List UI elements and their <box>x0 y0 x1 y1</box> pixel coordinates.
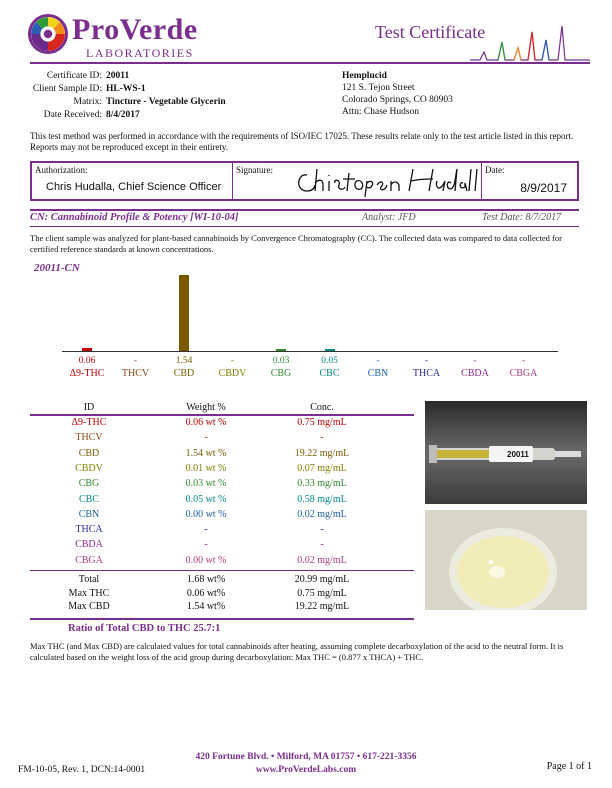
info-labels <box>30 70 102 122</box>
syringe-photo <box>425 401 587 504</box>
chart-value-label: - <box>133 356 138 366</box>
chart-category-label: CBGA <box>509 368 538 379</box>
table-row <box>30 416 414 429</box>
matrix-label: Matrix: <box>73 97 102 107</box>
table-cell-weight: - <box>204 432 208 444</box>
table-cell-id: THCA <box>75 524 103 536</box>
signature-cell <box>233 163 481 199</box>
section-divider-top <box>30 209 579 211</box>
authorization-date: 8/9/2017 <box>520 181 567 195</box>
table-cell-id: Total <box>78 574 100 585</box>
chart-value-label: - <box>376 356 380 366</box>
table-cell-conc: 0.75 mg/mL <box>297 417 347 428</box>
table-cell-weight: 0.06 wt % <box>185 417 227 428</box>
table-total-row <box>30 587 414 600</box>
table-cell-weight: 1.54 wt % <box>185 447 227 459</box>
table-cell-weight: - <box>204 539 208 551</box>
chart-title: 20011-CN <box>34 262 80 274</box>
info-values <box>106 70 226 122</box>
spectrum-peaks-icon <box>470 22 590 62</box>
table-cell-id: CBG <box>78 478 100 490</box>
table-cell-conc: - <box>320 539 324 551</box>
chart-category-label: CBD <box>173 368 195 379</box>
table-cell-weight: 0.03 wt % <box>185 478 227 490</box>
table-cell-weight: Weight % <box>186 402 226 413</box>
chart-category-label: CBDA <box>461 368 489 379</box>
sample-dish-photo <box>425 510 587 610</box>
table-cell-conc: Conc. <box>310 402 334 413</box>
section-title: CN: Cannabinoid Profile & Potency [WI-10-04] <box>30 212 239 223</box>
table-cell-id: CBGA <box>75 554 103 566</box>
table-divider <box>30 618 414 620</box>
client-sample-id-label: Client Sample ID: <box>32 84 102 94</box>
chart-value-label: - <box>424 356 429 366</box>
table-cell-conc: 0.02 mg/mL <box>297 508 347 520</box>
logo-rainbow-icon <box>28 14 68 54</box>
table-cell-conc: 0.58 mg/mL <box>297 493 347 505</box>
authorization-label: Authorization: <box>35 165 88 175</box>
client-address-line2: Colorado Springs, CO 80903 <box>342 95 453 105</box>
table-row <box>30 523 414 536</box>
table-row <box>30 477 414 490</box>
table-cell-weight: - <box>204 524 208 536</box>
table-total-row <box>30 573 414 586</box>
chart-category-label: CBDV <box>218 368 247 379</box>
table-cell-weight: 0.01 wt % <box>185 462 227 474</box>
page-number: Page 1 of 1 <box>546 761 592 772</box>
chart-category-label: THCV <box>121 368 150 379</box>
table-cell-weight: 0.06 wt% <box>186 587 226 599</box>
table-cell-conc: 0.02 mg/mL <box>297 554 347 566</box>
table-row <box>30 447 414 460</box>
chart-value-label: - <box>230 356 235 366</box>
table-header-row <box>30 401 414 414</box>
table-cell-id: CBC <box>78 493 99 505</box>
chart-bar-cbd <box>179 275 189 351</box>
chart-category-label: CBG <box>270 368 292 379</box>
section-analyst: Analyst: JFD <box>362 212 416 223</box>
chart-value-label: 0.05 <box>321 356 338 366</box>
table-cell-id: THCV <box>75 432 103 444</box>
method-statement: This test method was performed in accordance with the requirements of ISO/IEC 17025. These results relate only to the test article listed in this report. Reports may not be reproduced except in their entirety. <box>30 131 574 152</box>
table-cell-weight: 0.00 wt % <box>185 508 227 520</box>
chart-category-label: CBN <box>367 368 389 379</box>
table-cell-conc: 0.33 mg/mL <box>297 478 347 490</box>
table-cell-id: Max CBD <box>68 601 110 612</box>
syringe-label: 20011 <box>507 450 529 459</box>
max-calculation-note: Max THC (and Max CBD) are calculated values for total cannabinoids after heating, assuming complete decarboxylation of the acid to the neutral form. It is calculated based on the weight loss of the acid group during decarboxylation: Max THC = (0.877 x THCA) + THC. <box>30 641 564 662</box>
chart-value-label: - <box>473 356 477 366</box>
authorization-cell <box>32 163 232 199</box>
table-cell-weight: 0.05 wt % <box>185 493 227 505</box>
table-cell-weight: 0.00 wt % <box>185 554 227 566</box>
chart-x-axis <box>62 351 558 352</box>
footer-website[interactable]: www.ProVerdeLabs.com <box>255 765 357 775</box>
chart-value-label: - <box>521 356 526 366</box>
table-cell-id: Δ9-THC <box>71 417 107 428</box>
logo-name: ProVerde <box>72 13 198 46</box>
table-total-row <box>30 600 414 613</box>
client-sample-id: HL-WS-1 <box>106 84 146 94</box>
table-cell-id: CBDA <box>75 539 103 551</box>
footer-form-number: FM-10-05, Rev. 1, DCN:14-0001 <box>18 765 146 775</box>
table-cell-conc: - <box>320 432 324 444</box>
table-cell-weight: 1.54 wt% <box>186 601 226 612</box>
table-row <box>30 554 414 567</box>
table-cell-conc: 19.22 mg/mL <box>294 601 350 612</box>
date-cell <box>482 163 577 199</box>
chart-value-label: 0.06 <box>78 356 96 366</box>
header-divider <box>30 62 590 64</box>
authorizer-name: Chris Hudalla, Chief Science Officer <box>46 181 222 193</box>
chart-category-label: Δ9-THC <box>69 368 105 379</box>
date-label: Date: <box>485 165 505 175</box>
chart-category-label: THCA <box>412 368 441 379</box>
table-cell-conc: 0.75 mg/mL <box>297 587 347 599</box>
matrix: Tincture - Vegetable Glycerin <box>106 97 226 107</box>
table-cell-id: CBDV <box>75 462 103 474</box>
certificate-id-label: Certificate ID: <box>46 71 102 81</box>
footer-address: 420 Fortune Blvd. • Milford, MA 01757 • 617-221-3356 <box>195 752 417 762</box>
section-test-date: Test Date: 8/7/2017 <box>482 212 562 223</box>
cbd-thc-ratio: Ratio of Total CBD to THC 25.7:1 <box>68 623 221 634</box>
chart-category-label: CBC <box>319 368 340 379</box>
table-row <box>30 431 414 444</box>
proverde-logo <box>28 12 278 58</box>
table-cell-conc: 19.22 mg/mL <box>294 447 350 459</box>
signature-label: Signature: <box>236 165 273 175</box>
certificate-title: Test Certificate <box>375 22 486 42</box>
chart-value-label: 0.03 <box>272 356 290 366</box>
section-description: The client sample was analyzed for plant-based cannabinoids by Convergence Chromatography (CC). The collected data was compared to data collected for certified reference standards at known concentrations. <box>30 233 562 254</box>
table-cell-id: Max THC <box>68 587 110 599</box>
table-row <box>30 462 414 475</box>
table-cell-conc: 0.07 mg/mL <box>297 462 347 474</box>
authorization-box <box>30 161 579 201</box>
date-received-label: Date Received: <box>43 110 102 120</box>
table-cell-weight: 1.68 wt% <box>186 574 226 585</box>
client-address <box>342 70 453 118</box>
client-attn: Attn: Chase Hudson <box>342 107 420 117</box>
certificate-id: 20011 <box>106 71 130 81</box>
table-cell-id: CBD <box>78 447 100 459</box>
chart-value-label: 1.54 <box>175 356 193 366</box>
client-name: Hemplucid <box>342 71 387 81</box>
table-divider <box>30 570 414 571</box>
table-row <box>30 538 414 551</box>
table-cell-conc: 20.99 mg/mL <box>294 574 350 585</box>
section-divider-bottom <box>30 226 579 227</box>
table-cell-id: CBN <box>78 508 100 520</box>
logo-subtitle: LABORATORIES <box>86 46 194 60</box>
table-row <box>30 508 414 521</box>
table-cell-id: ID <box>83 402 95 413</box>
table-cell-conc: - <box>320 524 324 536</box>
date-received: 8/4/2017 <box>106 110 140 120</box>
table-row <box>30 493 414 506</box>
client-address-line1: 121 S. Tejon Street <box>342 83 415 93</box>
handwritten-signature <box>293 165 483 197</box>
